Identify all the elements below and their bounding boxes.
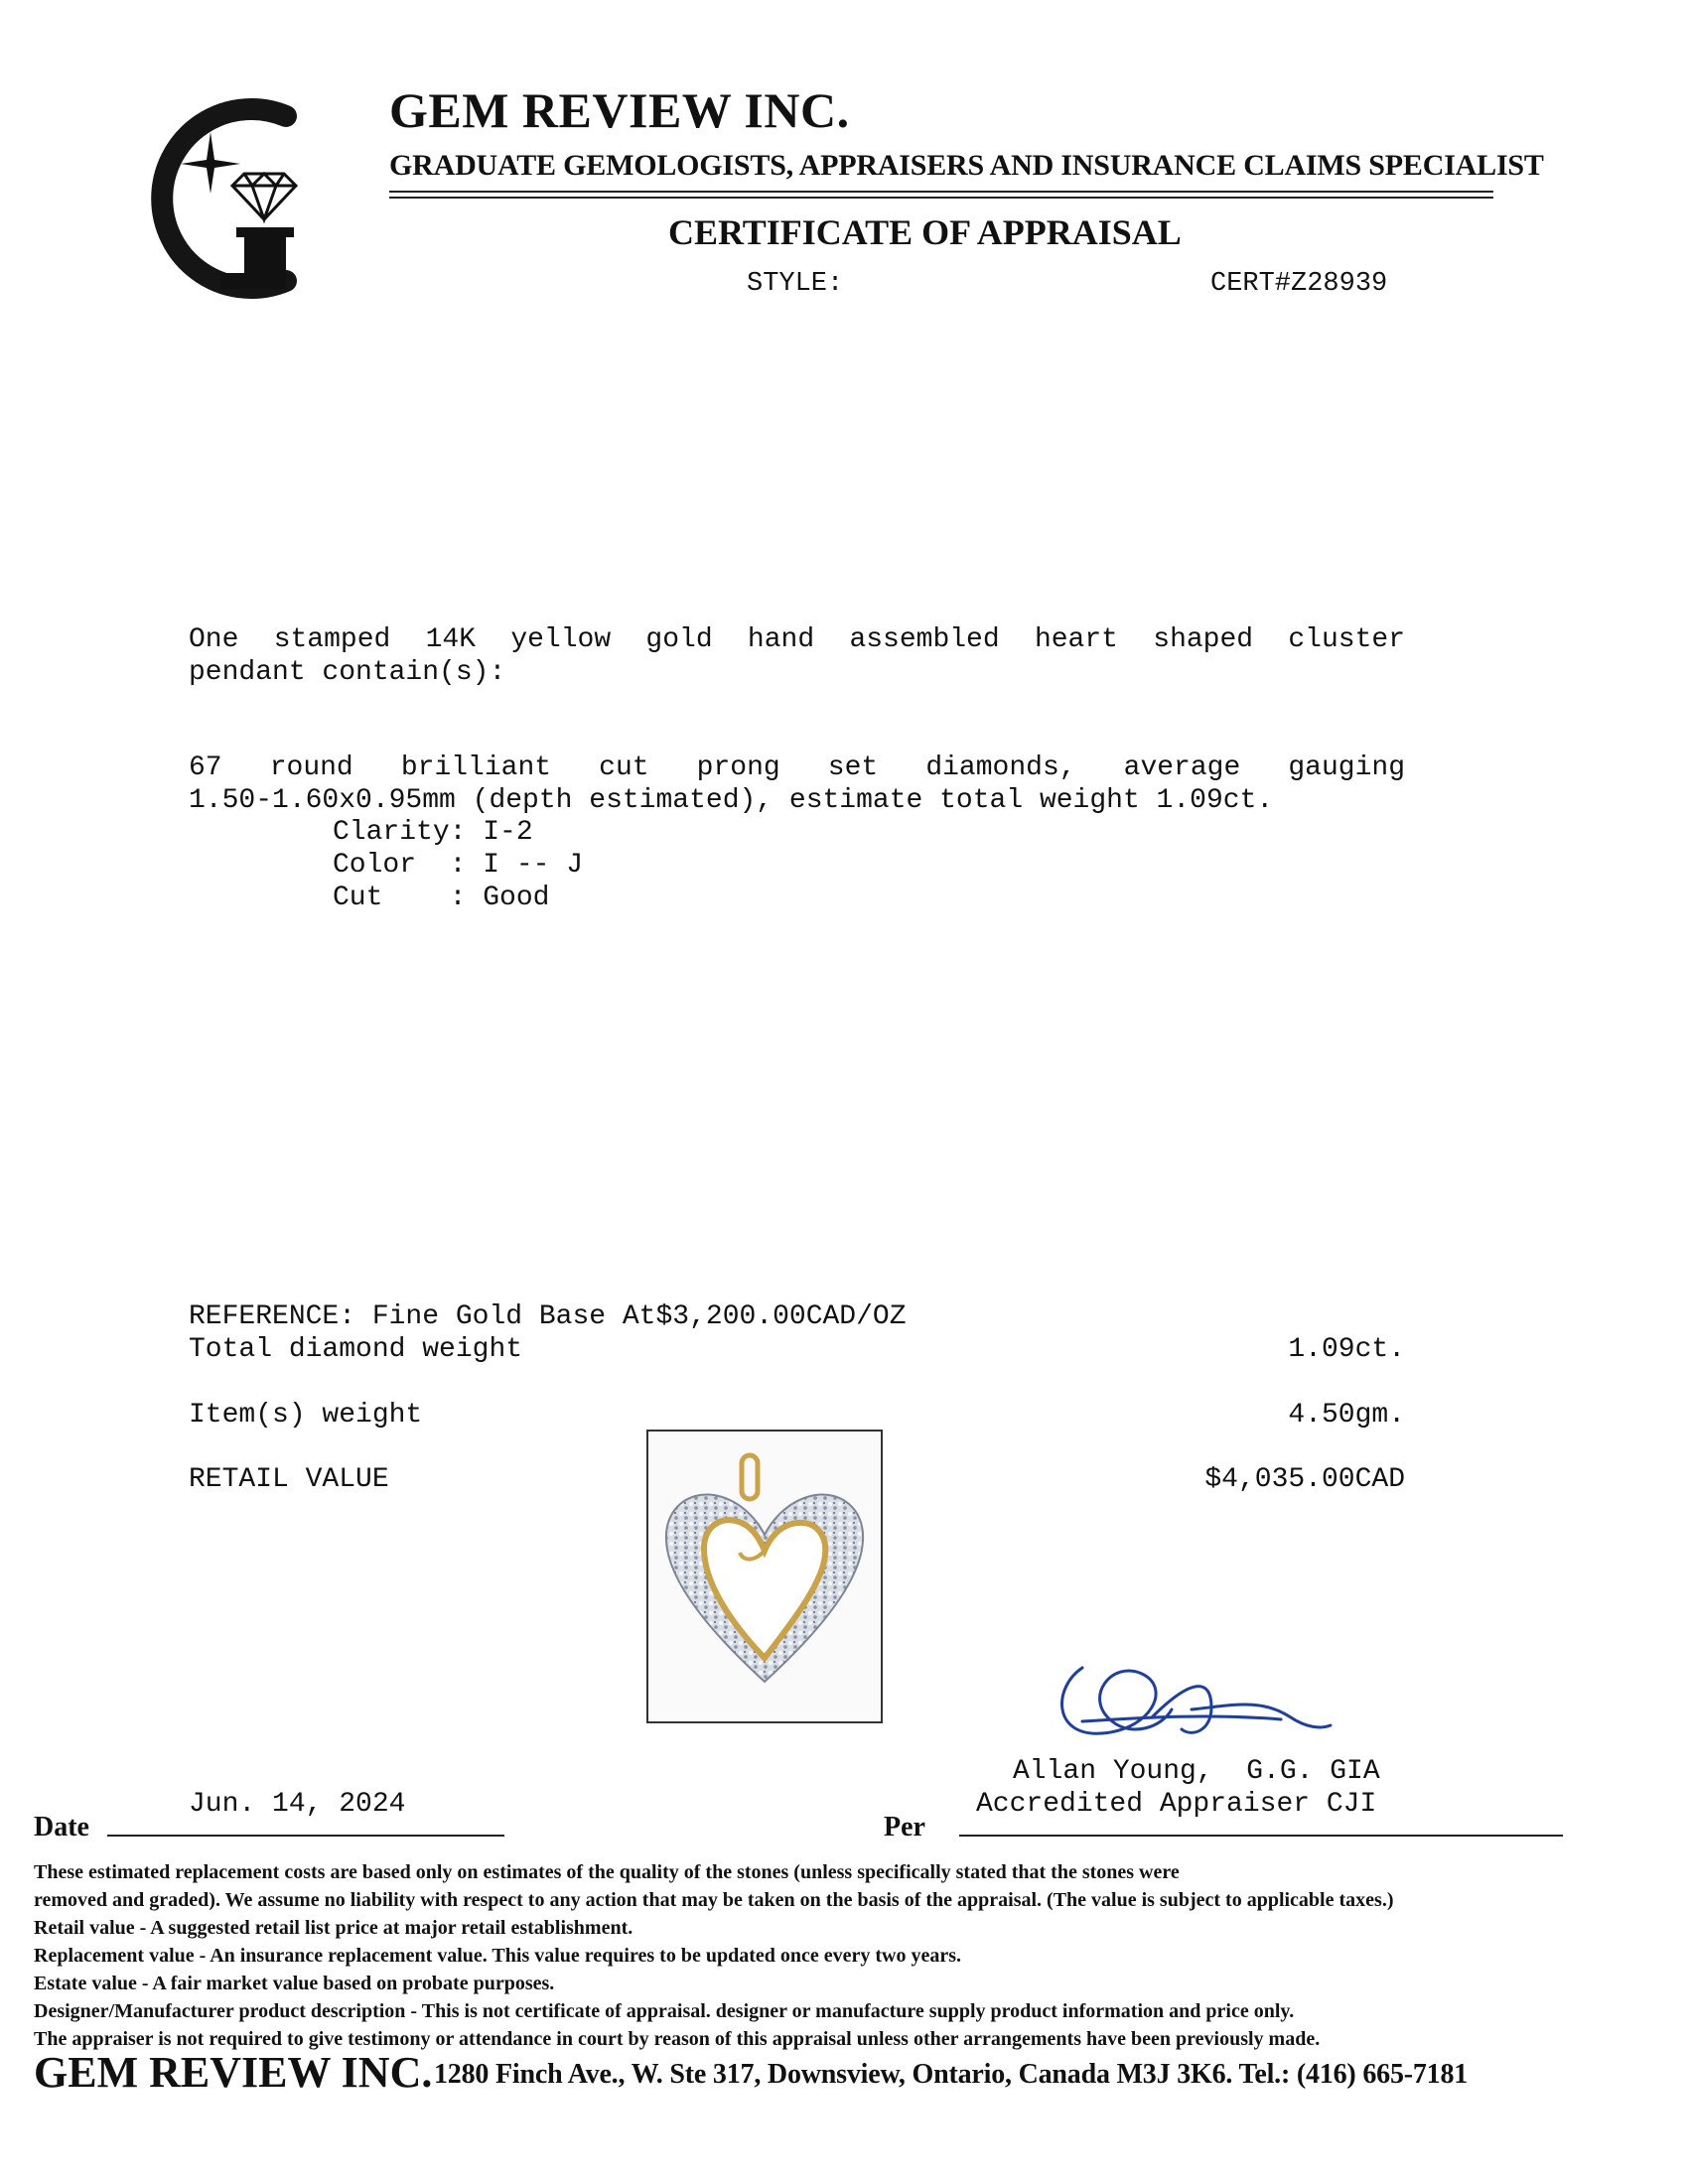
company-name: GEM REVIEW INC.: [389, 82, 850, 138]
style-label: STYLE:: [747, 269, 844, 299]
stone-cut: Cut : Good: [333, 883, 550, 913]
header-divider: [389, 197, 1493, 199]
item-description: One stamped 14K yellow gold hand assembled heart shaped cluster: [189, 624, 1405, 655]
product-photo: [646, 1430, 883, 1723]
date-value: Jun. 14, 2024: [189, 1789, 406, 1820]
retail-value: $4,035.00CAD: [1204, 1464, 1405, 1495]
disclaimer-text: Estate value - A fair market value based on probate purposes.: [34, 1973, 555, 1994]
total-weight-value: 1.09ct.: [1288, 1334, 1405, 1365]
logo-pedestal-base: [220, 237, 286, 289]
item-weight-label: Item(s) weight: [189, 1400, 423, 1431]
disclaimer-text: The appraiser is not required to give testimony or attendance in court by reason of this appraisal unless other arrangements have been previously made.: [34, 2028, 1321, 2050]
stone-clarity: Clarity: I-2: [333, 817, 533, 848]
document-title: CERTIFICATE OF APPRAISAL: [668, 212, 1182, 252]
disclaimer-text: removed and graded). We assume no liability with respect to any action that may be taken on the basis of the appraisal. (The value is subject to applicable taxes.): [34, 1889, 1394, 1911]
certificate-number: CERT#Z28939: [1210, 269, 1388, 299]
stone-description: 1.50-1.60x0.95mm (depth estimated), estimate total weight 1.09ct.: [189, 785, 1274, 816]
item-description: pendant contain(s):: [189, 657, 506, 688]
stone-description: 67 round brilliant cut prong set diamonds, average gauging: [189, 752, 1405, 783]
item-weight-value: 4.50gm.: [1288, 1400, 1405, 1431]
total-weight-label: Total diamond weight: [189, 1334, 523, 1365]
company-subtitle: GRADUATE GEMOLOGISTS, APPRAISERS AND INSURANCE CLAIMS SPECIALIST: [389, 149, 1544, 182]
appraiser-name: Allan Young, G.G. GIA: [1013, 1756, 1380, 1787]
company-logo: [137, 94, 326, 303]
retail-value-label: RETAIL VALUE: [189, 1464, 389, 1495]
pendant-bail: [742, 1455, 758, 1499]
gold-reference: REFERENCE: Fine Gold Base At$3,200.00CAD/OZ: [189, 1301, 907, 1332]
appraiser-signature: [1043, 1648, 1340, 1767]
stone-color: Color : I -- J: [333, 850, 584, 881]
disclaimer-text: Retail value - A suggested retail list price at major retail establishment.: [34, 1917, 633, 1939]
date-signature-line: [107, 1835, 504, 1837]
header-divider: [389, 191, 1493, 193]
diamond-icon: [232, 174, 296, 219]
pendant-image: [648, 1432, 881, 1721]
logo-pedestal-top: [236, 227, 294, 237]
per-signature-line: [959, 1835, 1563, 1837]
appraiser-credential: Accredited Appraiser CJI: [976, 1789, 1377, 1820]
date-label: Date: [34, 1812, 89, 1843]
footer-company-name: GEM REVIEW INC.: [34, 2048, 433, 2097]
disclaimer-text: Replacement value - An insurance replacement value. This value requires to be updated once every two years.: [34, 1945, 962, 1967]
disclaimer-text: These estimated replacement costs are based only on estimates of the quality of the stones (unless specifically stated that the stones were: [34, 1861, 1180, 1883]
disclaimer-text: Designer/Manufacturer product description - This is not certificate of appraisal. designer or manufacture supply product information and price only.: [34, 2000, 1295, 2022]
footer-address: 1280 Finch Ave., W. Ste 317, Downsview, Ontario, Canada M3J 3K6. Tel.: (416) 665-7181: [434, 2059, 1469, 2090]
per-label: Per: [884, 1812, 925, 1843]
